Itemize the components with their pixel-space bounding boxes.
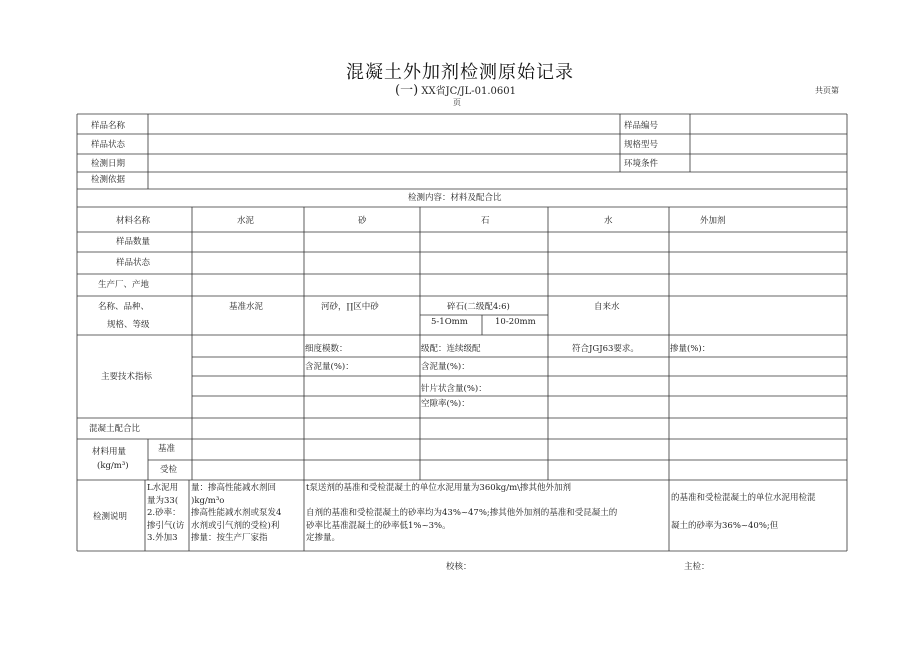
water-name: 自来水: [594, 302, 620, 312]
content-header: 检测内容：材料及配合比: [408, 193, 502, 203]
notes-line: 掺引气(访: [147, 520, 185, 531]
row-label-mix-ratio: 混凝土配合比: [89, 424, 141, 434]
notes-line: [306, 495, 617, 508]
notes-line: 掺量：按生产厂家指: [191, 533, 268, 543]
notes-line: 水剂或引气剂的受检)利: [191, 520, 280, 531]
notes-line: 2.砂率：: [147, 508, 181, 518]
row-label-name-variety: 名称、品种、: [98, 302, 150, 312]
col-header-sand: 砂: [358, 216, 367, 226]
notes-line: 掺高性能减水剂或泵发4: [191, 508, 282, 518]
spec-model-label: 规格型号: [624, 140, 659, 150]
notes-line: L水泥用: [147, 483, 179, 493]
notes-column-4-line-2: 凝土的砂率为36%~40%;但: [671, 521, 779, 531]
notes-line: t泵送剂的基准和受检混凝土的单位水泥用量为360kg/m\掺其他外加剂: [306, 483, 572, 493]
voids-label: 空隙率(%)：: [421, 399, 470, 409]
sample-no-label: 样品编号: [624, 121, 659, 131]
stone-size-2: 10-20mm: [495, 317, 536, 327]
env-condition-label: 环境条件: [624, 159, 659, 169]
sand-name: 河砂，∏区中砂: [321, 302, 379, 312]
test-basis-label: 检测依据: [91, 175, 126, 185]
conform-label: 符合JGJ63要求。: [572, 344, 639, 354]
notes-line: 砂率比基准混凝土的砂率低1%~3%。: [306, 520, 451, 531]
notes-column-3: [306, 482, 617, 545]
fineness-label: 细度模数：: [305, 344, 348, 354]
dosage-label: 掺量(%)：: [670, 344, 711, 354]
notes-line: 量为33(: [147, 495, 179, 506]
notes-line: 量：掺高性能减水剂回: [191, 483, 277, 493]
notes-line: 自剂的基准和受检混凝土的砂率均为43%~47%;掺其他外加剂的基准和受昆凝土的: [306, 508, 618, 518]
row-label-baseline: 基准: [158, 444, 176, 454]
grading-label: 级配：连续级配: [421, 344, 481, 354]
row-label-material-dosage: 材料用量: [92, 447, 127, 457]
col-header-cement: 水泥: [237, 216, 255, 226]
row-label-main-indicators: 主要技术指标: [101, 372, 153, 382]
row-label-quantity: 样品数量: [116, 237, 151, 247]
notes-line: 定掺量。: [306, 533, 341, 543]
cement-name: 基准水泥: [229, 302, 264, 312]
row-label-state: 样品状态: [116, 258, 151, 268]
row-label-spec-grade: 规格、等级: [107, 320, 150, 330]
row-label-manufacturer: 生产厂、产地: [98, 280, 150, 290]
sample-name-label: 样品名称: [91, 121, 126, 131]
flaky-label: 针片状含量(%)：: [421, 384, 487, 394]
row-label-test-notes: 检测说明: [93, 512, 128, 522]
review-signature-label: 校核：: [446, 562, 472, 572]
page-title: 混凝土外加剂检测原始记录: [346, 62, 574, 83]
sample-state-label: 样品状态: [91, 140, 126, 150]
notes-column-2: [191, 482, 281, 545]
sand-clay-label: 含泥量(%)：: [305, 362, 354, 372]
col-header-admixture: 外加剂: [700, 216, 726, 226]
page-count: 共页第: [815, 86, 839, 95]
col-header-material: 材料名称: [116, 216, 151, 226]
notes-line: 3.外加3: [147, 533, 178, 543]
notes-column-4-line-1: 的基准和受检混凝土的单位水泥用检混: [671, 493, 816, 503]
chief-signature-label: 主检：: [684, 562, 710, 572]
test-date-label: 检测日期: [91, 159, 126, 169]
notes-column-1: [147, 482, 184, 545]
stone-clay-label: 含泥量(%)：: [421, 362, 470, 372]
dosage-unit: (kg/m³): [97, 461, 129, 471]
page-suffix: 页: [453, 98, 461, 107]
row-label-tested: 受检: [160, 465, 178, 475]
col-header-stone: 石: [481, 216, 490, 226]
subtitle-code: XX省JC/JL-01.0601: [421, 86, 516, 97]
col-header-water: 水: [604, 216, 613, 226]
subtitle-paren: (一): [395, 83, 419, 98]
stone-size-1: 5-1Omm: [431, 317, 468, 327]
stone-name: 碎石(二级配4:6): [447, 302, 510, 312]
notes-line: )kg/m³o: [191, 495, 225, 506]
